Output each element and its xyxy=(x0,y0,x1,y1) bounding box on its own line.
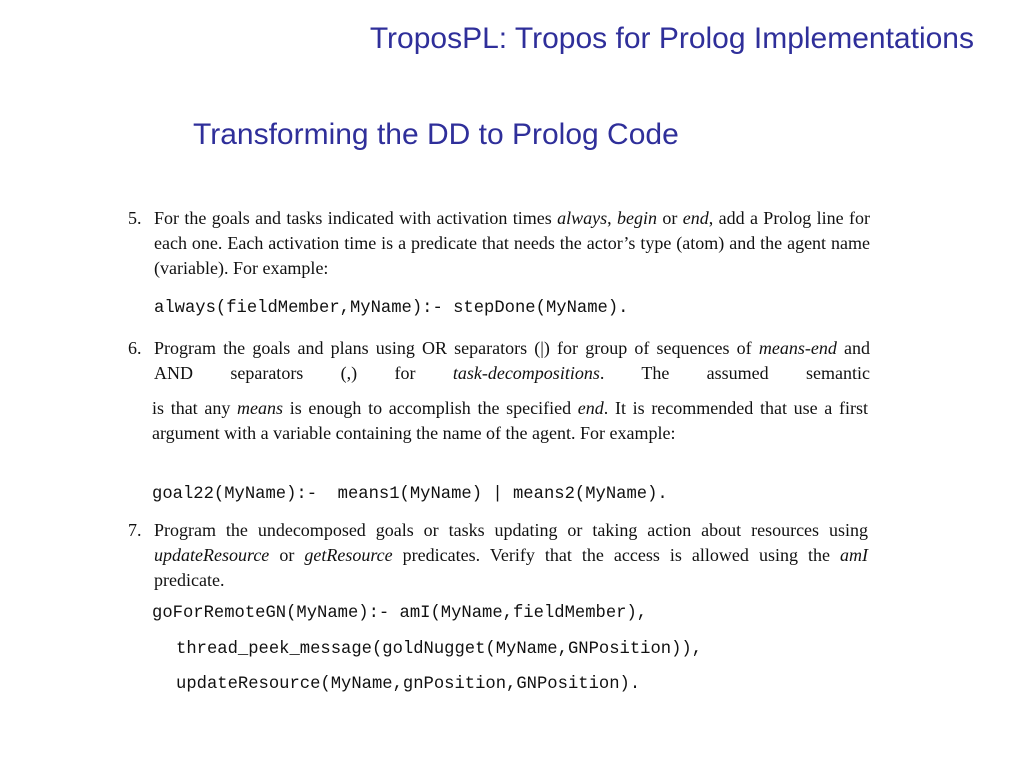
item-6-text: and AND separators (,) for xyxy=(154,338,870,383)
item-6-text: is that any xyxy=(152,398,238,418)
slide-subtitle: Transforming the DD to Prolog Code xyxy=(193,118,679,151)
item-6-em-means: means xyxy=(237,398,284,418)
item-5-em-always: always xyxy=(557,208,608,228)
item-6-code: goal22(MyName):- means1(MyName) | means2(MyName). xyxy=(152,485,668,504)
item-5-code: always(fieldMember,MyName):- stepDone(MyName). xyxy=(154,299,629,318)
item-6-text: Program the goals and plans using OR separators (|) for group of sequences of xyxy=(154,338,759,358)
item-7-code-line-2: thread_peek_message(goldNugget(MyName,GNPosition)), xyxy=(176,640,703,659)
item-6-em-task-decompositions: task-decompositions xyxy=(452,363,600,383)
item-7-text: predicates. Verify that the access is allowed using the xyxy=(392,545,841,565)
item-7-number: 7. xyxy=(128,520,142,540)
item-5-paragraph xyxy=(154,206,870,281)
item-6-number: 6. xyxy=(128,338,142,358)
item-6-paragraph-a xyxy=(154,336,870,386)
item-7-em-getresource: getResource xyxy=(304,545,393,565)
item-7-code-line-1: goForRemoteGN(MyName):- amI(MyName,fieldMember), xyxy=(152,604,648,623)
item-5-text: For the goals and tasks indicated with activation times xyxy=(154,208,558,228)
item-5-number: 5. xyxy=(128,208,142,228)
item-7-em-updateresource: updateResource xyxy=(154,545,270,565)
item-7-text: or xyxy=(269,545,305,565)
item-6-em-means-end: means-end xyxy=(758,338,837,358)
item-7-paragraph xyxy=(154,518,868,593)
item-6-em-end: end xyxy=(577,398,604,418)
item-5-em-end: end xyxy=(682,208,709,228)
item-5-text: or xyxy=(657,208,683,228)
item-5-em-begin: begin xyxy=(617,208,658,228)
item-6-paragraph-b xyxy=(152,396,868,446)
item-6-text: is enough to accomplish the specified xyxy=(283,398,578,418)
item-7-em-ami: amI xyxy=(840,545,869,565)
item-7-code-line-3: updateResource(MyName,gnPosition,GNPosition). xyxy=(176,675,641,694)
item-5-text: , add a Prolog line for each one. Each activation time is a predicate that needs the actor’s type (atom) and the agent name (variable). For example: xyxy=(154,208,871,278)
item-7-text: Program the undecomposed goals or tasks updating or taking action about resources using xyxy=(154,520,868,540)
slide-title: TroposPL: Tropos for Prolog Implementations xyxy=(369,22,974,55)
item-5-text: , xyxy=(607,208,618,228)
item-6-text: . The assumed semantic xyxy=(599,363,870,383)
item-7-text: predicate. xyxy=(154,570,225,590)
item-6-text: . It is recommended that use a first argument with a variable containing the name of the agent. For example: xyxy=(152,398,868,443)
